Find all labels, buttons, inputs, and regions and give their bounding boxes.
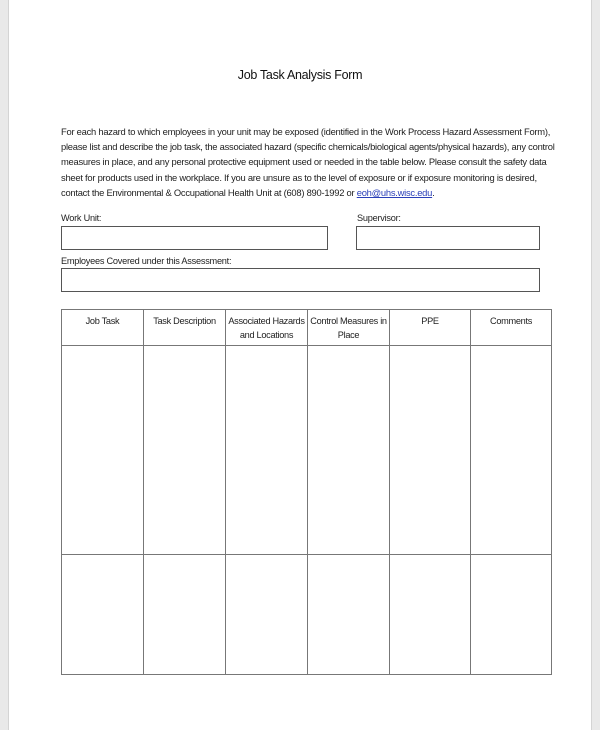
form-title: Job Task Analysis Form bbox=[237, 68, 363, 82]
work-unit-field[interactable] bbox=[61, 226, 328, 250]
employees-covered-label: Employees Covered under this Assessment: bbox=[61, 256, 232, 266]
cell-job-task[interactable] bbox=[62, 346, 144, 555]
cell-control-measures[interactable] bbox=[308, 555, 390, 675]
eoh-email-link[interactable]: eoh@uhs.wisc.edu bbox=[356, 186, 433, 198]
cell-job-task[interactable] bbox=[62, 555, 144, 675]
cell-associated-hazards[interactable] bbox=[226, 555, 308, 675]
instructions-end: . bbox=[432, 186, 435, 198]
work-unit-label: Work Unit: bbox=[61, 213, 102, 223]
header-control-measures: Control Measures in Place bbox=[308, 310, 390, 346]
cell-associated-hazards[interactable] bbox=[226, 346, 308, 555]
cell-task-description[interactable] bbox=[144, 555, 226, 675]
header-associated-hazards: Associated Hazards and Locations bbox=[226, 310, 308, 346]
cell-ppe[interactable] bbox=[390, 555, 471, 675]
table-header-row bbox=[62, 310, 552, 346]
document-page bbox=[8, 0, 592, 730]
header-task-description: Task Description bbox=[144, 310, 226, 346]
header-comments: Comments bbox=[471, 310, 552, 346]
supervisor-field[interactable] bbox=[356, 226, 540, 250]
job-task-table bbox=[61, 309, 552, 675]
employees-covered-field[interactable] bbox=[61, 268, 540, 292]
cell-task-description[interactable] bbox=[144, 346, 226, 555]
cell-control-measures[interactable] bbox=[308, 346, 390, 555]
cell-comments[interactable] bbox=[471, 346, 552, 555]
supervisor-label: Supervisor: bbox=[357, 213, 401, 223]
table-row bbox=[62, 346, 552, 555]
header-ppe: PPE bbox=[390, 310, 471, 346]
table-row bbox=[62, 555, 552, 675]
cell-comments[interactable] bbox=[471, 555, 552, 675]
instructions-paragraph bbox=[61, 124, 561, 200]
cell-ppe[interactable] bbox=[390, 346, 471, 555]
header-job-task: Job Task bbox=[62, 310, 144, 346]
instructions-text: For each hazard to which employees in your unit may be exposed (identified in the Work Process Hazard Assessment Form), please list and describe the job task, the associated hazard (specific chemicals/biological agents/physical hazards), any control measures in place, and any personal protective equipment used or needed in the table below. Please consult the safety data sheet for products used in the workplace. If you are unsure as to the level of exposure or if exposure monitoring is desired, contact the Environmental & Occupational Health Unit at (608) 890-1992 or bbox=[61, 126, 555, 198]
